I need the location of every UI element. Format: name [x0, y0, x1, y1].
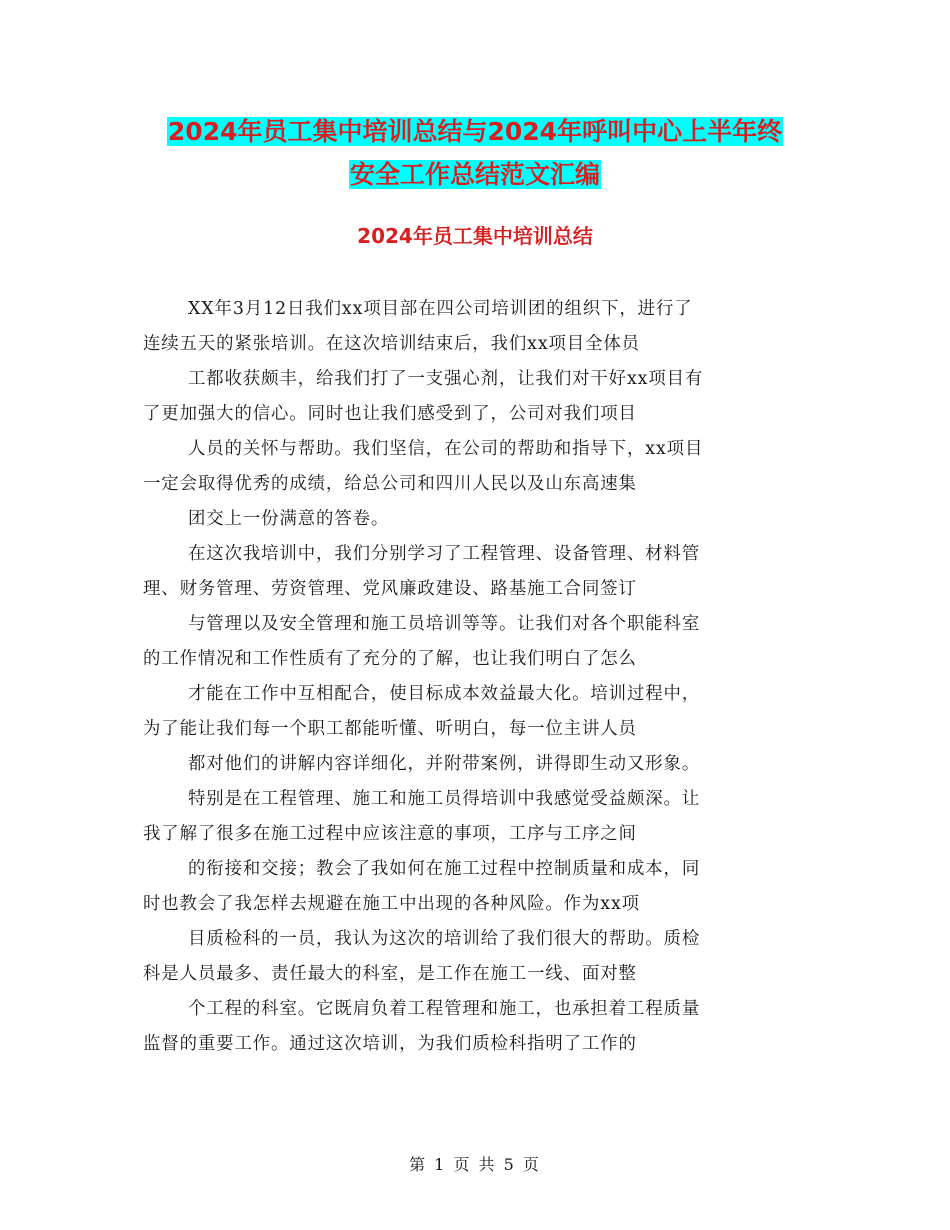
text-line: 都对他们的讲解内容详细化，并附带案例，讲得即生动又形象。 [188, 754, 701, 774]
document-title-line-2 [0, 157, 950, 193]
text-line: 才能在工作中互相配合，使目标成本效益最大化。培训过程中， [188, 684, 701, 704]
text-line: 我了解了很多在施工过程中应该注意的事项，工序与工序之间 [143, 824, 637, 844]
text-line: 的工作情况和工作性质有了充分的了解，也让我们明白了怎么 [143, 649, 637, 669]
text-line: 目质检科的一员，我认为这次的培训给了我们很大的帮助。质检 [188, 929, 701, 949]
title-highlight-1: 2024年员工集中培训总结与2024年呼叫中心上半年终 [167, 117, 783, 146]
body-text [143, 292, 823, 1062]
text-line: 监督的重要工作。通过这次培训，为我们质检科指明了工作的 [143, 1034, 637, 1054]
text-line: 时也教会了我怎样去规避在施工中出现的各种风险。作为xx项 [143, 894, 640, 914]
title-highlight-2: 安全工作总结范文汇编 [349, 160, 600, 189]
text-line: 在这次我培训中，我们分别学习了工程管理、设备管理、材料管 [188, 544, 701, 564]
text-line: 人员的关怀与帮助。我们坚信，在公司的帮助和指导下，xx项目 [188, 439, 704, 459]
text-line: 为了能让我们每一个职工都能听懂、听明白，每一位主讲人员 [143, 719, 637, 739]
section-title: 2024年员工集中培训总结 [357, 224, 593, 248]
text-line: 与管理以及安全管理和施工员培训等等。让我们对各个职能科室 [188, 614, 701, 634]
text-line: 个工程的科室。它既肩负着工程管理和施工，也承担着工程质量 [188, 999, 701, 1019]
text-line: 科是人员最多、责任最大的科室，是工作在施工一线、面对整 [143, 964, 637, 984]
text-line: XX年3月12日我们xx项目部在四公司培训团的组织下，进行了 [188, 299, 693, 319]
text-line: 工都收获颇丰，给我们打了一支强心剂，让我们对干好xx项目有 [188, 369, 704, 389]
text-line: 特别是在工程管理、施工和施工员得培训中我感觉受益颇深。让 [188, 789, 701, 809]
text-line: 了更加强大的信心。同时也让我们感受到了，公司对我们项目 [143, 404, 637, 424]
text-line: 团交上一份满意的答卷。 [188, 509, 390, 529]
text-line: 理、财务管理、劳资管理、党风廉政建设、路基施工合同签订 [143, 579, 637, 599]
document-title-line-1 [0, 114, 950, 150]
text-line: 的衔接和交接；教会了我如何在施工过程中控制质量和成本，同 [188, 859, 701, 879]
text-line: 一定会取得优秀的成绩，给总公司和四川人民以及山东高速集 [143, 474, 637, 494]
text-line: 连续五天的紧张培训。在这次培训结束后，我们xx项目全体员 [143, 334, 640, 354]
page-footer: 第 1 页 共 5 页 [409, 1155, 541, 1174]
